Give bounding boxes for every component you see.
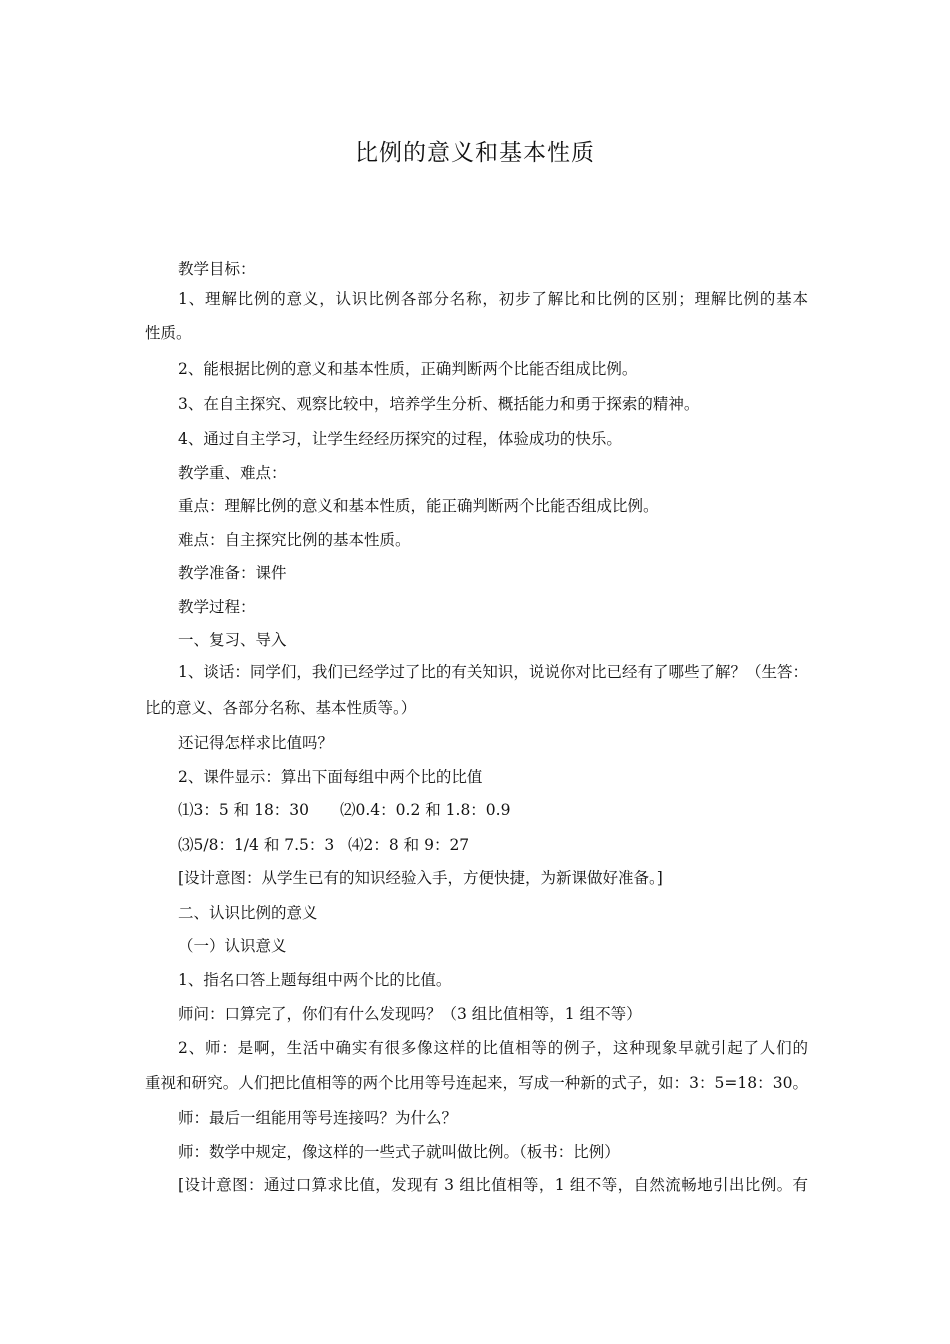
questions-row-2 (178, 833, 469, 855)
preparation: 教学准备：课件 (178, 564, 287, 582)
teacher-definition: 师：数学中规定，像这样的一些式子就叫做比例。（板书：比例） (178, 1143, 620, 1161)
question-4: ⑷2：8 和 9：27 (348, 836, 470, 854)
question-1: ⑴3：5 和 18：30 (178, 801, 310, 819)
courseware-line: 2、课件显示：算出下面每组中两个比的比值 (178, 768, 483, 786)
step-2-line1: 2、师：是啊，生活中确实有很多像这样的比值相等的例子，这种现象早就引起了人们的 (178, 1039, 808, 1057)
question-2: ⑵0.4：0.2 和 1.8：0.9 (340, 801, 511, 819)
step-2-line2: 重视和研究。人们把比值相等的两个比用等号连起来，写成一种新的式子，如：3：5=18：30。 (145, 1074, 808, 1092)
talk-line1: 1、谈话：同学们，我们已经学过了比的有关知识，说说你对比已经有了哪些了解？（生答： (178, 663, 808, 681)
page-title: 比例的意义和基本性质 (355, 140, 595, 166)
remember-question: 还记得怎样求比值吗？ (178, 734, 334, 752)
teacher-last-question: 师：最后一组能用等号连接吗？为什么？ (178, 1109, 458, 1127)
objective-1-line2: 性质。 (145, 324, 192, 342)
step-1: 1、指名口答上题每组中两个比的比值。 (178, 971, 452, 989)
section-1-heading: 一、复习、导入 (178, 631, 287, 649)
design-intent-1: [设计意图：从学生已有的知识经验入手，方便快捷，为新课做好准备。] (178, 869, 663, 887)
design-intent-2: [设计意图：通过口算求比值，发现有 3 组比值相等，1 组不等，自然流畅地引出比例。有 (178, 1176, 808, 1194)
difficult-point: 难点：自主探究比例的基本性质。 (178, 531, 411, 549)
objective-1-line1: 1、理解比例的意义，认识比例各部分名称，初步了解比和比例的区别；理解比例的基本 (178, 290, 808, 308)
key-point: 重点：理解比例的意义和基本性质，能正确判断两个比能否组成比例。 (178, 497, 659, 515)
questions-row-1 (178, 798, 510, 820)
talk-line2: 比的意义、各部分名称、基本性质等。） (145, 699, 417, 717)
question-3: ⑶5/8：1/4 和 7.5：3 (178, 836, 335, 854)
objective-2: 2、能根据比例的意义和基本性质，正确判断两个比能否组成比例。 (178, 360, 638, 378)
key-heading: 教学重、难点： (178, 464, 287, 482)
process-heading: 教学过程： (178, 598, 256, 616)
objective-3: 3、在自主探究、观察比较中，培养学生分析、概括能力和勇于探索的精神。 (178, 395, 700, 413)
subsection-1: （一）认识意义 (178, 937, 287, 955)
teacher-ask: 师问：口算完了，你们有什么发现吗？（3 组比值相等，1 组不等） (178, 1005, 642, 1023)
objectives-heading: 教学目标： (178, 260, 256, 278)
objective-4: 4、通过自主学习，让学生经经历探究的过程，体验成功的快乐。 (178, 430, 622, 448)
section-2-heading: 二、认识比例的意义 (178, 904, 318, 922)
